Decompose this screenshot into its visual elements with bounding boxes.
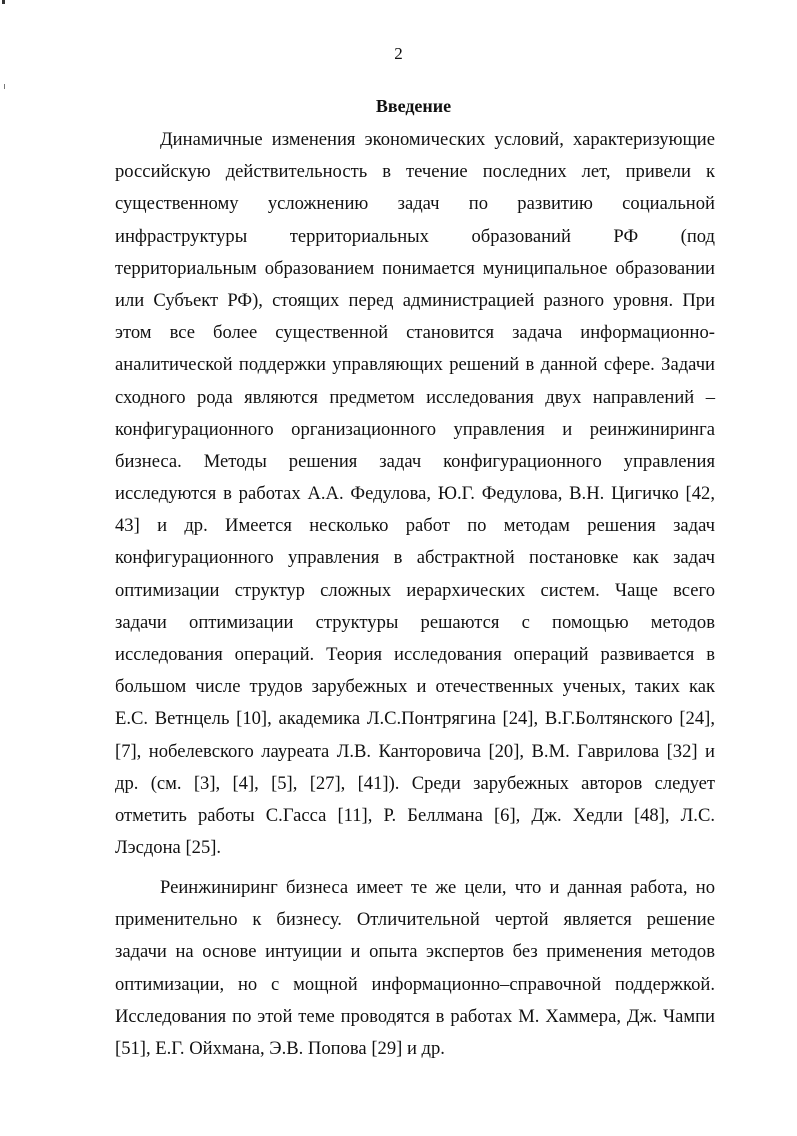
text-line: существенному усложнению задач по развитию социальной bbox=[115, 193, 715, 215]
text-line: Лэсдона [25]. bbox=[115, 837, 222, 859]
text-line: оптимизации, но с мощной информационно–справочной поддержкой. bbox=[115, 973, 715, 995]
text-line: 43] и др. Имеется несколько работ по методам решения задач bbox=[115, 515, 715, 537]
text-line: оптимизации структур сложных иерархических систем. Чаще всего bbox=[115, 579, 715, 601]
text-line: исследуются в работах А.А. Федулова, Ю.Г. Федулова, В.Н. Цигичко [42, bbox=[115, 483, 715, 505]
text-line: российскую действительность в течение последних лет, привели к bbox=[115, 161, 715, 183]
paragraph-2 bbox=[115, 872, 715, 1065]
text-line: аналитической поддержки управляющих решений в данной сфере. Задачи bbox=[115, 354, 715, 376]
section-heading: Введение bbox=[375, 96, 452, 116]
paragraph-1 bbox=[115, 124, 715, 864]
scan-mark bbox=[4, 84, 5, 89]
text-line: сходного рода являются предметом исследования двух направлений – bbox=[115, 386, 715, 408]
page-number: 2 bbox=[394, 44, 403, 63]
text-line: Динамичные изменения экономических условий, характеризующие bbox=[160, 129, 715, 150]
text-line: задачи на основе интуиции и опыта экспертов без применения методов bbox=[115, 941, 715, 963]
text-line: Е.С. Ветнцель [10], академика Л.С.Понтрягина [24], В.Г.Болтянского [24], bbox=[115, 708, 715, 730]
text-line: применительно к бизнесу. Отличительной чертой является решение bbox=[115, 909, 715, 931]
text-line: др. (см. [3], [4], [5], [27], [41]). Среди зарубежных авторов следует bbox=[115, 772, 715, 794]
text-line: конфигурационного управления в абстрактной постановке как задач bbox=[115, 547, 715, 569]
text-line: бизнеса. Методы решения задач конфигурационного управления bbox=[115, 450, 715, 472]
text-line: конфигурационного организационного управления и реинжиниринга bbox=[115, 418, 715, 440]
text-line: задачи оптимизации структуры решаются с помощью методов bbox=[115, 611, 715, 633]
text-line: территориальным образованием понимается муниципальное образовании bbox=[115, 257, 715, 279]
text-line: большом числе трудов зарубежных и отечественных ученых, таких как bbox=[115, 676, 715, 698]
text-line: [7], нобелевского лауреата Л.В. Канторовича [20], В.М. Гаврилова [32] и bbox=[115, 740, 715, 762]
text-line: инфраструктуры территориальных образований РФ (под bbox=[115, 225, 715, 247]
text-line: Реинжиниринг бизнеса имеет те же цели, что и данная работа, но bbox=[160, 877, 715, 898]
text-line: Исследования по этой теме проводятся в работах М. Хаммера, Дж. Чампи bbox=[115, 1005, 715, 1027]
text-line: [51], Е.Г. Ойхмана, Э.В. Попова [29] и др. bbox=[115, 1037, 445, 1059]
scan-mark bbox=[2, 0, 5, 4]
text-line: отметить работы С.Гасса [11], Р. Беллмана [6], Дж. Хедли [48], Л.С. bbox=[115, 804, 715, 826]
text-line: этом все более существенной становится задача информационно- bbox=[115, 322, 715, 344]
text-line: исследования операций. Теория исследования операций развивается в bbox=[115, 644, 715, 665]
text-line: или Субъект РФ), стоящих перед администрацией разного уровня. При bbox=[115, 289, 715, 311]
